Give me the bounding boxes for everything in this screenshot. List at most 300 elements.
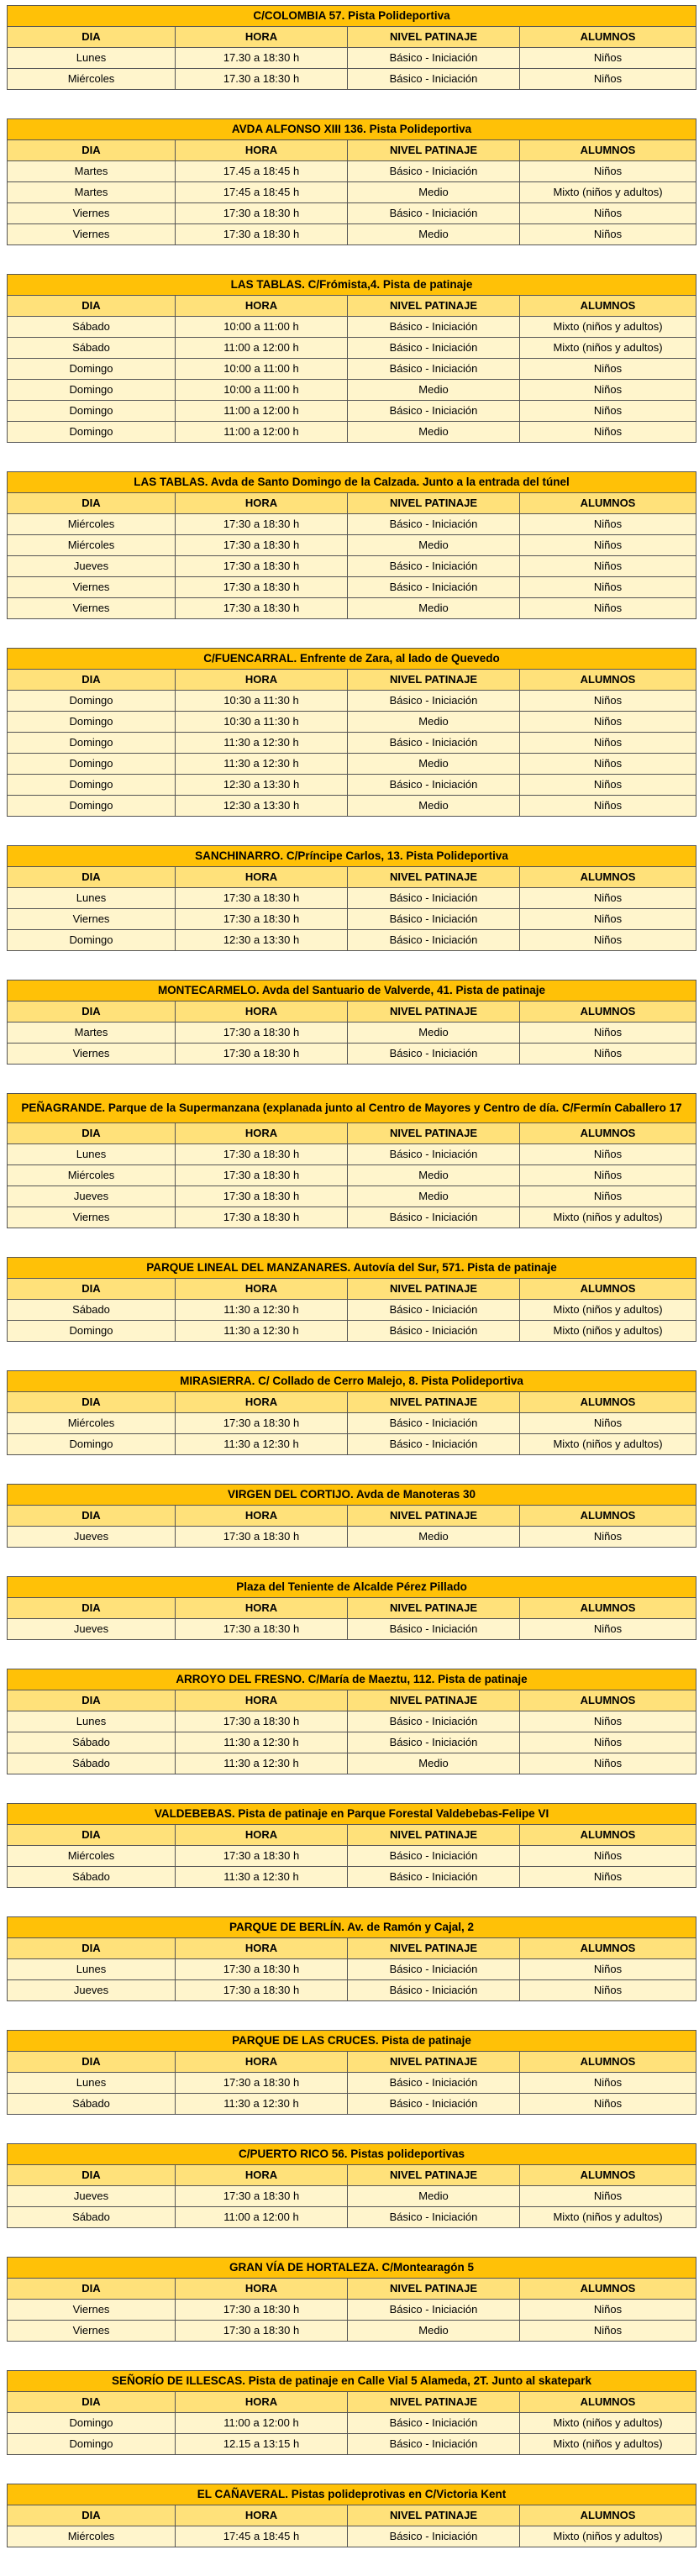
cell-day: Sábado xyxy=(8,1867,176,1888)
header-row xyxy=(8,2052,696,2073)
cell-day: Jueves xyxy=(8,1186,176,1207)
table-row xyxy=(8,1207,696,1228)
cell-time: 17:30 a 18:30 h xyxy=(176,577,348,598)
cell-students: Niños xyxy=(520,930,696,951)
cell-day: Jueves xyxy=(8,1527,176,1548)
cell-level: Básico - Iniciación xyxy=(348,1980,520,2001)
cell-students: Niños xyxy=(520,1023,696,1044)
column-header-level: NIVEL PATINAJE xyxy=(348,1279,520,1300)
cell-day: Lunes xyxy=(8,2073,176,2094)
header-row xyxy=(8,493,696,514)
cell-day: Miércoles xyxy=(8,535,176,556)
cell-students: Niños xyxy=(520,359,696,380)
cell-students: Niños xyxy=(520,1527,696,1548)
schedule-table xyxy=(7,980,696,1065)
header-row xyxy=(8,1001,696,1023)
column-header-level: NIVEL PATINAJE xyxy=(348,1392,520,1413)
cell-day: Miércoles xyxy=(8,69,176,90)
location-title: VALDEBEBAS. Pista de patinaje en Parque Forestal Valdebebas-Felipe VI xyxy=(8,1804,696,1825)
schedule-table xyxy=(7,1669,696,1774)
cell-time: 11:30 a 12:30 h xyxy=(176,1434,348,1455)
location-title: GRAN VÍA DE HORTALEZA. C/Montearagón 5 xyxy=(8,2258,696,2279)
cell-level: Básico - Iniciación xyxy=(348,359,520,380)
location-title: LAS TABLAS. C/Frómista,4. Pista de patinaje xyxy=(8,275,696,296)
cell-time: 11:30 a 12:30 h xyxy=(176,2094,348,2115)
cell-level: Medio xyxy=(348,535,520,556)
cell-time: 11:30 a 12:30 h xyxy=(176,1300,348,1321)
column-header-level: NIVEL PATINAJE xyxy=(348,1001,520,1023)
column-header-day: DIA xyxy=(8,2052,176,2073)
header-row xyxy=(8,1392,696,1413)
column-header-time: HORA xyxy=(176,1938,348,1959)
cell-level: Básico - Iniciación xyxy=(348,2073,520,2094)
column-header-time: HORA xyxy=(176,2052,348,2073)
cell-time: 17:30 a 18:30 h xyxy=(176,1023,348,1044)
cell-day: Sábado xyxy=(8,1732,176,1753)
cell-students: Niños xyxy=(520,1980,696,2001)
schedule-table xyxy=(7,1093,696,1228)
cell-time: 11:00 a 12:00 h xyxy=(176,2207,348,2228)
column-header-students: ALUMNOS xyxy=(520,2279,696,2300)
column-header-day: DIA xyxy=(8,2505,176,2526)
column-header-time: HORA xyxy=(176,1506,348,1527)
cell-time: 17:45 a 18:45 h xyxy=(176,182,348,203)
column-header-day: DIA xyxy=(8,1001,176,1023)
cell-students: Niños xyxy=(520,796,696,817)
schedule-table xyxy=(7,1484,696,1548)
cell-day: Martes xyxy=(8,182,176,203)
header-row xyxy=(8,27,696,48)
location-title-row xyxy=(8,275,696,296)
cell-level: Medio xyxy=(348,796,520,817)
column-header-day: DIA xyxy=(8,1392,176,1413)
cell-level: Básico - Iniciación xyxy=(348,1300,520,1321)
table-row xyxy=(8,1023,696,1044)
cell-time: 17:30 a 18:30 h xyxy=(176,2300,348,2321)
column-header-day: DIA xyxy=(8,140,176,161)
table-row xyxy=(8,2300,696,2321)
cell-level: Básico - Iniciación xyxy=(348,1846,520,1867)
location-title-row xyxy=(8,1577,696,1598)
location-title: C/COLOMBIA 57. Pista Polideportiva xyxy=(8,6,696,27)
location-title-row xyxy=(8,2031,696,2052)
cell-level: Básico - Iniciación xyxy=(348,1413,520,1434)
cell-level: Básico - Iniciación xyxy=(348,317,520,338)
location-title: MIRASIERRA. C/ Collado de Cerro Malejo, 8. Pista Polideportiva xyxy=(8,1371,696,1392)
table-row xyxy=(8,577,696,598)
cell-time: 10:00 a 11:00 h xyxy=(176,317,348,338)
column-header-students: ALUMNOS xyxy=(520,27,696,48)
cell-day: Sábado xyxy=(8,2207,176,2228)
cell-level: Básico - Iniciación xyxy=(348,338,520,359)
cell-students: Niños xyxy=(520,1144,696,1165)
cell-level: Básico - Iniciación xyxy=(348,401,520,422)
location-title: LAS TABLAS. Avda de Santo Domingo de la Calzada. Junto a la entrada del túnel xyxy=(8,472,696,493)
table-row xyxy=(8,2094,696,2115)
schedule-table xyxy=(7,1803,696,1888)
column-header-day: DIA xyxy=(8,1123,176,1144)
cell-level: Medio xyxy=(348,1023,520,1044)
table-row xyxy=(8,2321,696,2342)
cell-students: Niños xyxy=(520,1044,696,1065)
column-header-time: HORA xyxy=(176,2505,348,2526)
location-title: C/FUENCARRAL. Enfrente de Zara, al lado de Quevedo xyxy=(8,649,696,670)
cell-level: Básico - Iniciación xyxy=(348,2526,520,2547)
cell-time: 10:30 a 11:30 h xyxy=(176,691,348,712)
cell-time: 17:30 a 18:30 h xyxy=(176,514,348,535)
location-title: MONTECARMELO. Avda del Santuario de Valverde, 41. Pista de patinaje xyxy=(8,980,696,1001)
column-header-day: DIA xyxy=(8,2279,176,2300)
column-header-level: NIVEL PATINAJE xyxy=(348,2279,520,2300)
column-header-time: HORA xyxy=(176,140,348,161)
column-header-students: ALUMNOS xyxy=(520,493,696,514)
schedule-table xyxy=(7,845,696,951)
location-title-row xyxy=(8,1258,696,1279)
table-row xyxy=(8,2186,696,2207)
column-header-students: ALUMNOS xyxy=(520,1690,696,1711)
table-row xyxy=(8,909,696,930)
cell-level: Básico - Iniciación xyxy=(348,1732,520,1753)
cell-level: Básico - Iniciación xyxy=(348,1711,520,1732)
cell-level: Básico - Iniciación xyxy=(348,1619,520,1640)
cell-day: Domingo xyxy=(8,930,176,951)
column-header-time: HORA xyxy=(176,296,348,317)
schedule-table xyxy=(7,2030,696,2115)
header-row xyxy=(8,296,696,317)
cell-time: 11:30 a 12:30 h xyxy=(176,754,348,775)
cell-level: Básico - Iniciación xyxy=(348,2207,520,2228)
cell-time: 11:30 a 12:30 h xyxy=(176,733,348,754)
cell-students: Mixto (niños y adultos) xyxy=(520,1300,696,1321)
cell-level: Básico - Iniciación xyxy=(348,514,520,535)
cell-level: Medio xyxy=(348,1753,520,1774)
cell-time: 17:30 a 18:30 h xyxy=(176,2321,348,2342)
column-header-day: DIA xyxy=(8,27,176,48)
cell-level: Básico - Iniciación xyxy=(348,69,520,90)
column-header-students: ALUMNOS xyxy=(520,296,696,317)
schedule-table xyxy=(7,1916,696,2001)
cell-time: 17:30 a 18:30 h xyxy=(176,1527,348,1548)
table-row xyxy=(8,930,696,951)
column-header-time: HORA xyxy=(176,2279,348,2300)
column-header-level: NIVEL PATINAJE xyxy=(348,2165,520,2186)
column-header-day: DIA xyxy=(8,867,176,888)
cell-day: Domingo xyxy=(8,733,176,754)
cell-day: Domingo xyxy=(8,2434,176,2455)
cell-students: Niños xyxy=(520,1186,696,1207)
column-header-students: ALUMNOS xyxy=(520,1392,696,1413)
cell-level: Medio xyxy=(348,380,520,401)
cell-students: Niños xyxy=(520,1711,696,1732)
location-title: VIRGEN DEL CORTIJO. Avda de Manoteras 30 xyxy=(8,1485,696,1506)
table-row xyxy=(8,2526,696,2547)
cell-time: 17:30 a 18:30 h xyxy=(176,598,348,619)
table-row xyxy=(8,1619,696,1640)
schedule-table xyxy=(7,1257,696,1342)
table-row xyxy=(8,1413,696,1434)
cell-level: Básico - Iniciación xyxy=(348,1434,520,1455)
cell-level: Básico - Iniciación xyxy=(348,691,520,712)
cell-students: Niños xyxy=(520,1619,696,1640)
cell-time: 17:30 a 18:30 h xyxy=(176,1846,348,1867)
cell-level: Básico - Iniciación xyxy=(348,2300,520,2321)
schedule-table xyxy=(7,5,696,90)
column-header-level: NIVEL PATINAJE xyxy=(348,2052,520,2073)
cell-time: 11:00 a 12:00 h xyxy=(176,401,348,422)
cell-students: Niños xyxy=(520,556,696,577)
table-row xyxy=(8,2434,696,2455)
location-title-row xyxy=(8,1917,696,1938)
table-row xyxy=(8,1300,696,1321)
location-title-row xyxy=(8,1804,696,1825)
column-header-time: HORA xyxy=(176,1001,348,1023)
cell-day: Domingo xyxy=(8,2413,176,2434)
cell-day: Viernes xyxy=(8,203,176,224)
cell-time: 17:30 a 18:30 h xyxy=(176,1959,348,1980)
cell-level: Medio xyxy=(348,224,520,245)
cell-students: Mixto (niños y adultos) xyxy=(520,338,696,359)
cell-day: Sábado xyxy=(8,2094,176,2115)
table-row xyxy=(8,1867,696,1888)
cell-level: Medio xyxy=(348,2186,520,2207)
column-header-level: NIVEL PATINAJE xyxy=(348,1825,520,1846)
column-header-time: HORA xyxy=(176,2165,348,2186)
column-header-students: ALUMNOS xyxy=(520,867,696,888)
table-row xyxy=(8,1186,696,1207)
cell-level: Básico - Iniciación xyxy=(348,888,520,909)
location-title-row xyxy=(8,980,696,1001)
cell-day: Viernes xyxy=(8,224,176,245)
cell-students: Niños xyxy=(520,577,696,598)
cell-day: Jueves xyxy=(8,556,176,577)
schedule-table xyxy=(7,648,696,817)
cell-day: Domingo xyxy=(8,1321,176,1342)
cell-students: Mixto (niños y adultos) xyxy=(520,2526,696,2547)
table-row xyxy=(8,691,696,712)
table-row xyxy=(8,338,696,359)
table-row xyxy=(8,422,696,443)
cell-students: Niños xyxy=(520,1753,696,1774)
table-row xyxy=(8,1044,696,1065)
column-header-level: NIVEL PATINAJE xyxy=(348,1506,520,1527)
cell-day: Miércoles xyxy=(8,1165,176,1186)
column-header-level: NIVEL PATINAJE xyxy=(348,27,520,48)
cell-time: 12:30 a 13:30 h xyxy=(176,796,348,817)
column-header-students: ALUMNOS xyxy=(520,2505,696,2526)
cell-day: Domingo xyxy=(8,422,176,443)
schedule-table xyxy=(7,1576,696,1640)
schedule-table xyxy=(7,118,696,245)
column-header-day: DIA xyxy=(8,670,176,691)
location-title: SEÑORÍO DE ILLESCAS. Pista de patinaje en Calle Vial 5 Alameda, 2T. Junto al skatepark xyxy=(8,2371,696,2392)
cell-day: Jueves xyxy=(8,1980,176,2001)
cell-day: Viernes xyxy=(8,1207,176,1228)
table-row xyxy=(8,359,696,380)
location-title-row xyxy=(8,1094,696,1123)
column-header-students: ALUMNOS xyxy=(520,1001,696,1023)
column-header-level: NIVEL PATINAJE xyxy=(348,1598,520,1619)
header-row xyxy=(8,867,696,888)
cell-day: Miércoles xyxy=(8,1413,176,1434)
cell-students: Niños xyxy=(520,691,696,712)
location-title-row xyxy=(8,2258,696,2279)
column-header-day: DIA xyxy=(8,1825,176,1846)
cell-day: Lunes xyxy=(8,888,176,909)
cell-time: 11:30 a 12:30 h xyxy=(176,1321,348,1342)
cell-day: Viernes xyxy=(8,1044,176,1065)
table-row xyxy=(8,1321,696,1342)
cell-time: 17:30 a 18:30 h xyxy=(176,1044,348,1065)
cell-time: 10:00 a 11:00 h xyxy=(176,359,348,380)
cell-day: Lunes xyxy=(8,1959,176,1980)
cell-students: Niños xyxy=(520,535,696,556)
cell-level: Básico - Iniciación xyxy=(348,1959,520,1980)
cell-level: Básico - Iniciación xyxy=(348,48,520,69)
cell-day: Lunes xyxy=(8,1144,176,1165)
table-row xyxy=(8,401,696,422)
table-row xyxy=(8,161,696,182)
cell-students: Niños xyxy=(520,69,696,90)
cell-level: Medio xyxy=(348,712,520,733)
cell-students: Mixto (niños y adultos) xyxy=(520,1321,696,1342)
column-header-time: HORA xyxy=(176,867,348,888)
cell-level: Medio xyxy=(348,182,520,203)
column-header-level: NIVEL PATINAJE xyxy=(348,867,520,888)
cell-day: Jueves xyxy=(8,2186,176,2207)
cell-level: Básico - Iniciación xyxy=(348,1321,520,1342)
cell-students: Mixto (niños y adultos) xyxy=(520,2434,696,2455)
cell-day: Viernes xyxy=(8,577,176,598)
cell-students: Niños xyxy=(520,775,696,796)
cell-students: Niños xyxy=(520,1846,696,1867)
column-header-time: HORA xyxy=(176,27,348,48)
column-header-day: DIA xyxy=(8,296,176,317)
table-row xyxy=(8,1711,696,1732)
cell-time: 17:30 a 18:30 h xyxy=(176,909,348,930)
cell-students: Niños xyxy=(520,733,696,754)
cell-time: 17.30 a 18:30 h xyxy=(176,48,348,69)
cell-day: Viernes xyxy=(8,909,176,930)
cell-day: Domingo xyxy=(8,775,176,796)
cell-time: 11:30 a 12:30 h xyxy=(176,1732,348,1753)
cell-students: Mixto (niños y adultos) xyxy=(520,182,696,203)
cell-day: Domingo xyxy=(8,754,176,775)
cell-level: Básico - Iniciación xyxy=(348,909,520,930)
cell-level: Básico - Iniciación xyxy=(348,775,520,796)
cell-time: 17:30 a 18:30 h xyxy=(176,1980,348,2001)
column-header-students: ALUMNOS xyxy=(520,140,696,161)
location-title: PARQUE LINEAL DEL MANZANARES. Autovía del Sur, 571. Pista de patinaje xyxy=(8,1258,696,1279)
schedule-table xyxy=(7,2484,696,2547)
column-header-level: NIVEL PATINAJE xyxy=(348,493,520,514)
cell-level: Básico - Iniciación xyxy=(348,733,520,754)
cell-time: 17:30 a 18:30 h xyxy=(176,1413,348,1434)
column-header-day: DIA xyxy=(8,1690,176,1711)
cell-students: Niños xyxy=(520,422,696,443)
header-row xyxy=(8,1279,696,1300)
cell-time: 12:30 a 13:30 h xyxy=(176,775,348,796)
location-title: AVDA ALFONSO XIII 136. Pista Polideportiva xyxy=(8,119,696,140)
table-row xyxy=(8,796,696,817)
cell-students: Niños xyxy=(520,514,696,535)
cell-level: Básico - Iniciación xyxy=(348,577,520,598)
column-header-time: HORA xyxy=(176,1598,348,1619)
cell-level: Básico - Iniciación xyxy=(348,2434,520,2455)
cell-students: Niños xyxy=(520,1413,696,1434)
table-row xyxy=(8,2413,696,2434)
column-header-students: ALUMNOS xyxy=(520,1598,696,1619)
cell-time: 17:30 a 18:30 h xyxy=(176,556,348,577)
schedule-table xyxy=(7,2257,696,2342)
column-header-level: NIVEL PATINAJE xyxy=(348,1690,520,1711)
location-title-row xyxy=(8,2484,696,2505)
cell-day: Domingo xyxy=(8,796,176,817)
cell-students: Niños xyxy=(520,1867,696,1888)
cell-level: Básico - Iniciación xyxy=(348,930,520,951)
cell-day: Lunes xyxy=(8,1711,176,1732)
table-row xyxy=(8,1980,696,2001)
table-row xyxy=(8,1846,696,1867)
cell-students: Mixto (niños y adultos) xyxy=(520,2207,696,2228)
table-row xyxy=(8,514,696,535)
cell-day: Martes xyxy=(8,161,176,182)
cell-time: 12:30 a 13:30 h xyxy=(176,930,348,951)
location-title: EL CAÑAVERAL. Pistas polideprotivas en C/Victoria Kent xyxy=(8,2484,696,2505)
location-title-row xyxy=(8,2144,696,2165)
cell-day: Domingo xyxy=(8,691,176,712)
cell-level: Medio xyxy=(348,1186,520,1207)
column-header-level: NIVEL PATINAJE xyxy=(348,2505,520,2526)
cell-students: Niños xyxy=(520,2321,696,2342)
location-title: C/PUERTO RICO 56. Pistas polideportivas xyxy=(8,2144,696,2165)
column-header-day: DIA xyxy=(8,1506,176,1527)
cell-time: 11:30 a 12:30 h xyxy=(176,1753,348,1774)
cell-time: 17:30 a 18:30 h xyxy=(176,1165,348,1186)
column-header-level: NIVEL PATINAJE xyxy=(348,1123,520,1144)
cell-day: Sábado xyxy=(8,1300,176,1321)
location-title-row xyxy=(8,2371,696,2392)
cell-students: Niños xyxy=(520,754,696,775)
cell-students: Niños xyxy=(520,2094,696,2115)
header-row xyxy=(8,1690,696,1711)
location-title: PARQUE DE BERLÍN. Av. de Ramón y Cajal, 2 xyxy=(8,1917,696,1938)
cell-students: Mixto (niños y adultos) xyxy=(520,2413,696,2434)
cell-time: 17:30 a 18:30 h xyxy=(176,203,348,224)
cell-day: Viernes xyxy=(8,2321,176,2342)
cell-day: Domingo xyxy=(8,359,176,380)
column-header-time: HORA xyxy=(176,1392,348,1413)
table-row xyxy=(8,733,696,754)
cell-day: Miércoles xyxy=(8,2526,176,2547)
table-row xyxy=(8,203,696,224)
cell-students: Niños xyxy=(520,203,696,224)
schedule-list xyxy=(7,0,696,2547)
column-header-students: ALUMNOS xyxy=(520,670,696,691)
cell-students: Niños xyxy=(520,1959,696,1980)
cell-students: Niños xyxy=(520,48,696,69)
cell-students: Niños xyxy=(520,712,696,733)
cell-day: Lunes xyxy=(8,48,176,69)
cell-level: Medio xyxy=(348,2321,520,2342)
cell-level: Medio xyxy=(348,1527,520,1548)
header-row xyxy=(8,1938,696,1959)
cell-day: Miércoles xyxy=(8,1846,176,1867)
cell-level: Básico - Iniciación xyxy=(348,161,520,182)
cell-time: 11:00 a 12:00 h xyxy=(176,338,348,359)
table-row xyxy=(8,317,696,338)
cell-time: 12.15 a 13:15 h xyxy=(176,2434,348,2455)
table-row xyxy=(8,380,696,401)
